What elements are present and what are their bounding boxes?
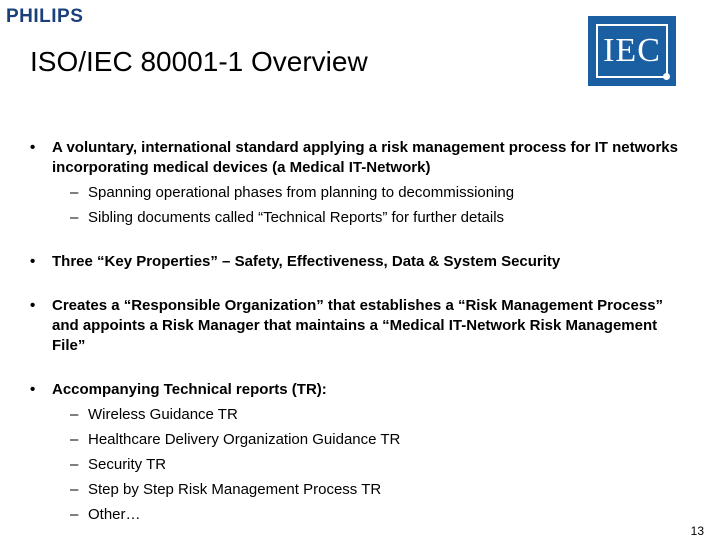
sub-bullet — [30, 430, 690, 450]
bullet-key-properties — [30, 252, 690, 272]
bullet-marker: • — [30, 381, 36, 398]
sub-bullet — [30, 505, 690, 525]
bullet-text: Three “Key Properties” – Safety, Effectiveness, Data & System Security — [52, 253, 561, 270]
bullet-text: Creates a “Responsible Organization” that establishes a “Risk Management Process” and appoints a Risk Manager that maintains a “Medical IT-Network Risk Management File” — [52, 297, 664, 354]
bullet-technical-reports — [30, 380, 690, 400]
bullet-text: A voluntary, international standard applying a risk management process for IT networks incorporating medical devices (a Medical IT-Network) — [52, 139, 678, 176]
sub-bullet — [30, 405, 690, 425]
iec-logo-dot — [663, 73, 670, 80]
bullet-standard — [30, 138, 690, 178]
sub-bullet-text: Other… — [88, 506, 141, 523]
sub-bullet — [30, 208, 690, 228]
bullet-marker: • — [30, 139, 36, 156]
sub-bullet-marker: – — [70, 456, 79, 473]
sub-bullet — [30, 480, 690, 500]
sub-bullet-marker: – — [70, 506, 79, 523]
sub-bullet-marker: – — [70, 481, 79, 498]
sub-bullet-text: Healthcare Delivery Organization Guidance TR — [88, 431, 401, 448]
sub-bullet-text: Security TR — [88, 456, 167, 473]
sub-bullet-marker: – — [70, 431, 79, 448]
sub-bullet-text: Spanning operational phases from planning to decommissioning — [88, 184, 515, 201]
sub-bullet-text: Sibling documents called “Technical Reports” for further details — [88, 209, 505, 226]
sub-bullet-marker: – — [70, 209, 79, 226]
iec-logo — [588, 16, 676, 86]
sub-bullet — [30, 455, 690, 475]
bullet-responsible-organization — [30, 296, 690, 356]
slide-body — [30, 138, 690, 525]
page-number: 13 — [690, 524, 704, 538]
sub-bullet-text: Wireless Guidance TR — [88, 406, 238, 423]
philips-logo: PHILIPS — [6, 6, 84, 27]
sub-bullet-marker: – — [70, 184, 79, 201]
sub-bullet-text: Step by Step Risk Management Process TR — [88, 481, 382, 498]
sub-bullet-marker: – — [70, 406, 79, 423]
sub-bullet — [30, 183, 690, 203]
bullet-marker: • — [30, 253, 36, 270]
bullet-marker: • — [30, 297, 36, 314]
bullet-text: Accompanying Technical reports (TR): — [52, 381, 327, 398]
slide-title: ISO/IEC 80001-1 Overview — [30, 46, 368, 77]
iec-logo-text: IEC — [603, 32, 661, 69]
